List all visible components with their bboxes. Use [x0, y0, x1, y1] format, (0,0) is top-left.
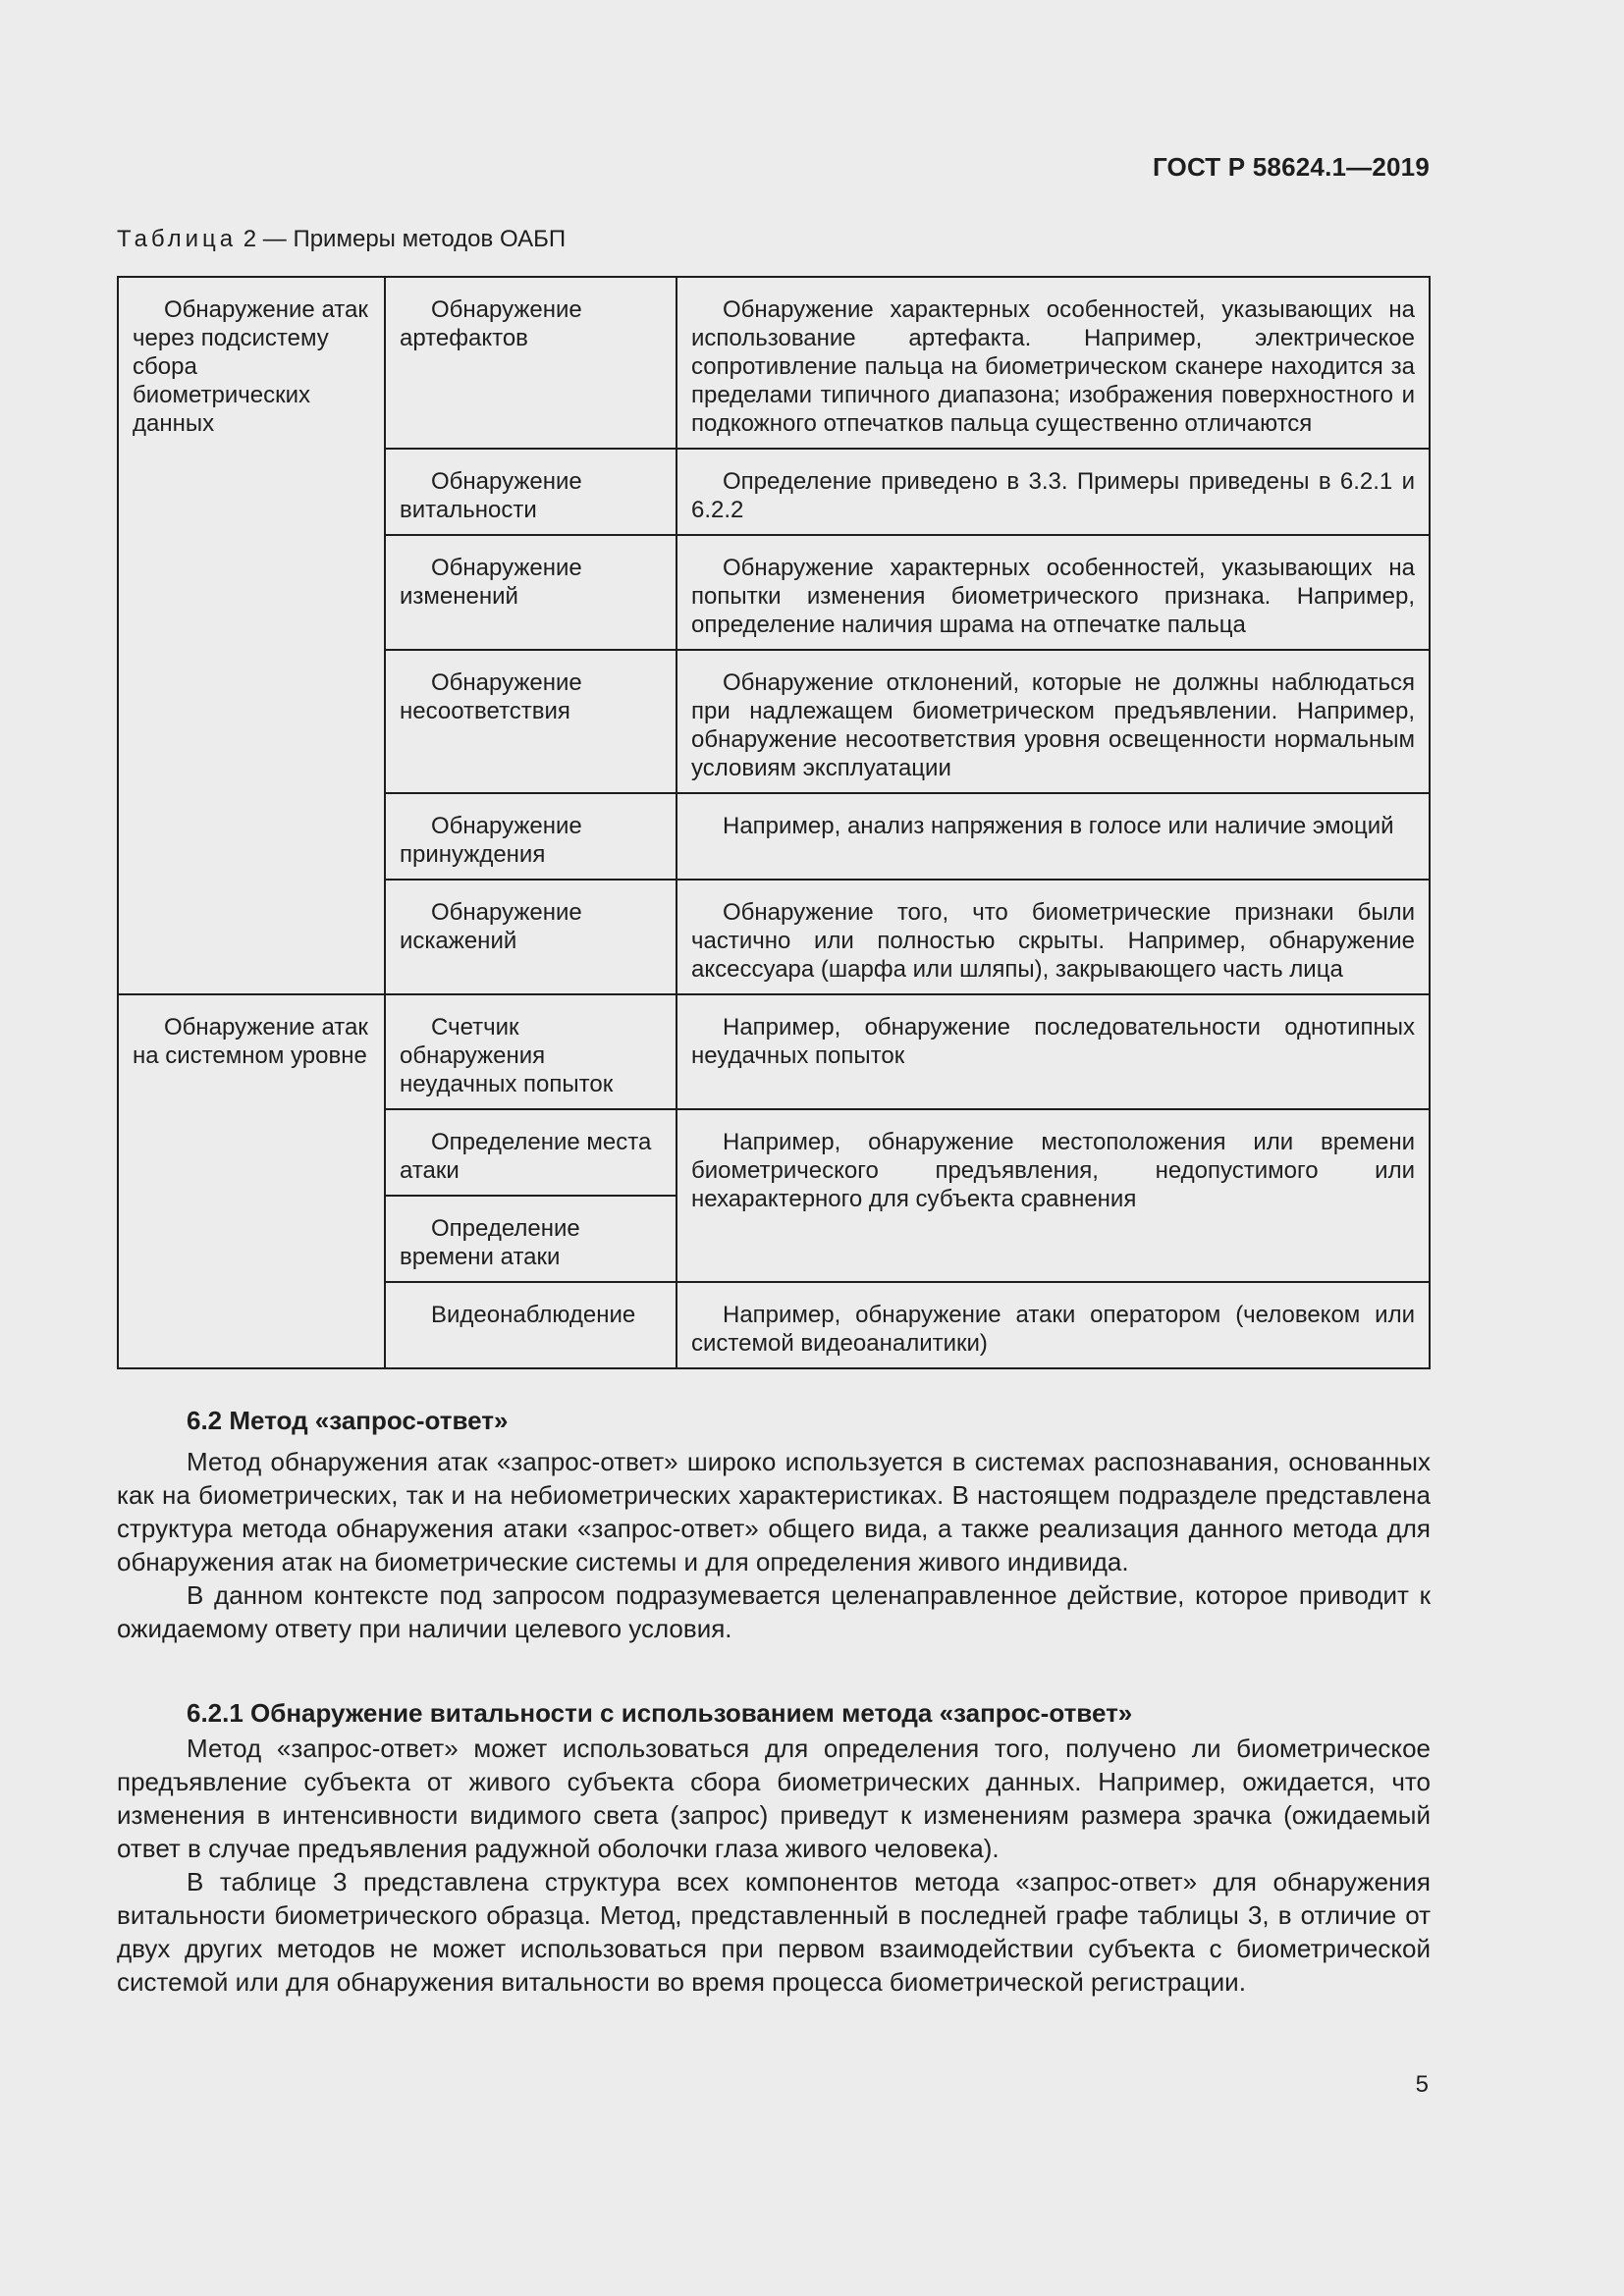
- table-caption-title: 2 — Примеры методов ОАБП: [237, 226, 567, 252]
- paragraph: Метод «запрос-ответ» может использоваться для определения того, получено ли биометрическое предъявление субъекта от живого субъекта сбора биометрических данных. Например, ожидается, что изменения в интенсивности видимого света (запрос) приведут к изменениям размера зрачка (ожидаемый ответ в случае предъявления радужной оболочки глаза живого человека).: [117, 1734, 1431, 1863]
- description-cell: Например, обнаружение последовательности однотипных неудачных попыток: [677, 994, 1430, 1109]
- method-cell: Определение места атаки: [385, 1109, 677, 1196]
- method-cell: Счетчик обнаружения неудачных попыток: [385, 994, 677, 1109]
- section-6-2-1: [117, 1696, 1431, 1999]
- method-cell: Видеонаблюдение: [385, 1282, 677, 1368]
- method-cell: Обнаружение искажений: [385, 880, 677, 994]
- category-cell: Обнаружение атак через подсистему сбора биометрических данных: [118, 277, 385, 994]
- paragraph: В таблице 3 представлена структура всех компонентов метода «запрос-ответ» для обнаружения витальности биометрического образца. Метод, представленный в последней графе таблицы 3, в отличие от двух других методов не может использоваться при первом взаимодействии субъекта с биометрической системой или для обнаружения витальности во время процесса биометрической регистрации.: [117, 1867, 1431, 1997]
- method-cell: Обнаружение артефактов: [385, 277, 677, 449]
- paragraph: В данном контексте под запросом подразумевается целенаправленное действие, которое приводит к ожидаемому ответу при наличии целевого условия.: [117, 1580, 1431, 1643]
- description-cell: Например, обнаружение атаки оператором (человеком или системой видеоаналитики): [677, 1282, 1430, 1368]
- section-heading: 6.2.1 Обнаружение витальности с использованием метода «запрос-ответ»: [187, 1698, 1133, 1728]
- description-cell: Определение приведено в 3.3. Примеры приведены в 6.2.1 и 6.2.2: [677, 449, 1430, 535]
- method-cell: Обнаружение несоответствия: [385, 650, 677, 793]
- document-code: ГОСТ Р 58624.1—2019: [1152, 152, 1430, 182]
- method-cell: Определение времени атаки: [385, 1196, 677, 1282]
- description-cell: Обнаружение характерных особенностей, указывающих на использование артефакта. Например, электрическое сопротивление пальца на биометрическом сканере находится за пределами типичного диапазона; изображения поверхностного и подкожного отпечатков пальца существенно отличаются: [677, 277, 1430, 449]
- description-cell: Например, анализ напряжения в голосе или наличие эмоций: [677, 793, 1430, 880]
- description-cell: Обнаружение того, что биометрические признаки были частично или полностью скрыты. Например, обнаружение аксессуара (шарфа или шляпы), закрывающего часть лица: [677, 880, 1430, 994]
- section-heading: 6.2 Метод «запрос-ответ»: [187, 1406, 509, 1435]
- description-cell: Обнаружение отклонений, которые не должны наблюдаться при надлежащем биометрическом предъявлении. Например, обнаружение несоответствия уровня освещенности нормальным условиям эксплуатации: [677, 650, 1430, 793]
- table-caption-word: Таблица: [117, 226, 238, 252]
- category-cell: Обнаружение атак на системном уровне: [118, 994, 385, 1368]
- description-cell: Обнаружение характерных особенностей, указывающих на попытки изменения биометрического признака. Например, определение наличия шрама на отпечатке пальца: [677, 535, 1430, 650]
- description-cell: Например, обнаружение местоположения или времени биометрического предъявления, недопустимого или нехарактерного для субъекта сравнения: [677, 1109, 1430, 1282]
- method-cell: Обнаружение принуждения: [385, 793, 677, 880]
- method-cell: Обнаружение витальности: [385, 449, 677, 535]
- table-row: [118, 277, 1430, 449]
- table-row: [118, 994, 1430, 1109]
- methods-table: [117, 276, 1431, 1369]
- method-cell: Обнаружение изменений: [385, 535, 677, 650]
- section-6-2: [117, 1404, 1431, 1645]
- paragraph: Метод обнаружения атак «запрос-ответ» широко используется в системах распознавания, основанных как на биометрических, так и на небиометрических характеристиках. В настоящем подразделе представлена структура метода обнаружения атаки «запрос-ответ» общего вида, а также реализация данного метода для обнаружения атак на биометрические системы и для определения живого индивида.: [117, 1447, 1431, 1576]
- table-caption: [117, 226, 566, 253]
- page-number: 5: [1415, 2071, 1429, 2098]
